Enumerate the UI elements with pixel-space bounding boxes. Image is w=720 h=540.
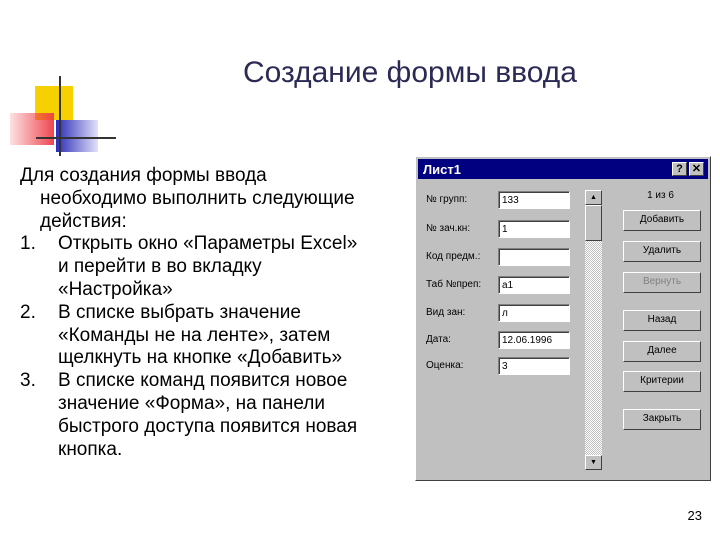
step-item (20, 370, 415, 461)
data-form-dialog (415, 156, 711, 481)
field-label-date: Дата: (426, 334, 451, 345)
step-line: В списке выбрать значение (58, 301, 301, 323)
record-scrollbar[interactable] (585, 190, 602, 470)
scroll-down-icon[interactable]: ▼ (585, 455, 602, 470)
field-grade-input[interactable]: 3 (498, 357, 570, 375)
delete-button[interactable]: Удалить (623, 241, 701, 262)
field-label-grade: Оценка: (426, 360, 464, 371)
add-button[interactable]: Добавить (623, 210, 701, 231)
field-group-input[interactable]: 133 (498, 191, 570, 209)
field-record-book-input[interactable]: 1 (498, 220, 570, 238)
help-button[interactable]: ? (672, 162, 687, 176)
step-number: 1. (20, 233, 36, 255)
field-label-lesson-type: Вид зан: (426, 307, 466, 318)
intro-line: действия: (40, 210, 127, 232)
step-item (20, 233, 415, 301)
step-number: 3. (20, 370, 36, 392)
field-subject-code-input[interactable] (498, 248, 570, 266)
ornament-horizontal-line (36, 137, 116, 139)
intro-text (20, 165, 415, 233)
intro-line: необходимо выполнить следующие (40, 187, 355, 209)
slide-ornament (0, 0, 120, 170)
step-line: В списке команд появится новое (58, 370, 348, 392)
restore-button[interactable]: Вернуть (623, 272, 701, 293)
close-icon[interactable]: ✕ (689, 162, 704, 176)
intro-line: Для создания формы ввода (20, 165, 267, 186)
ornament-blue-square (56, 120, 98, 152)
field-label-record-book: № зач.кн: (426, 223, 471, 234)
step-line: «Команды не на ленте», затем (58, 324, 331, 346)
field-label-subject-code: Код предм.: (426, 251, 481, 262)
slide-body (20, 165, 415, 461)
field-lesson-type-input[interactable]: л (498, 304, 570, 322)
step-item (20, 302, 415, 370)
criteria-button[interactable]: Критерии (623, 371, 701, 392)
next-button[interactable]: Далее (623, 341, 701, 362)
step-line: и перейти в во вкладку (58, 256, 262, 278)
dialog-titlebar[interactable] (418, 159, 708, 179)
step-line: кнопка. (58, 438, 123, 460)
field-label-teacher-id: Таб №преп: (426, 279, 482, 290)
step-line: «Настройка» (58, 278, 173, 300)
dialog-title: Лист1 (423, 162, 461, 177)
scroll-thumb[interactable] (585, 205, 602, 241)
field-label-group: № групп: (426, 194, 468, 205)
step-number: 2. (20, 301, 36, 323)
back-button[interactable]: Назад (623, 310, 701, 331)
page-number: 23 (687, 508, 702, 523)
step-line: быстрого доступа появится новая (58, 415, 358, 437)
slide-title: Создание формы ввода (243, 56, 577, 89)
record-counter: 1 из 6 (647, 190, 674, 201)
step-line: Открыть окно «Параметры Excel» (58, 233, 358, 255)
ornament-vertical-line (59, 76, 61, 156)
field-teacher-id-input[interactable]: а1 (498, 276, 570, 294)
step-line: значение «Форма», на панели (58, 392, 325, 414)
scroll-up-icon[interactable]: ▲ (585, 190, 602, 205)
step-line: щелкнуть на кнопке «Добавить» (58, 347, 343, 369)
ornament-red-square (10, 113, 54, 145)
close-button[interactable]: Закрыть (623, 409, 701, 430)
field-date-input[interactable]: 12.06.1996 (498, 331, 570, 349)
